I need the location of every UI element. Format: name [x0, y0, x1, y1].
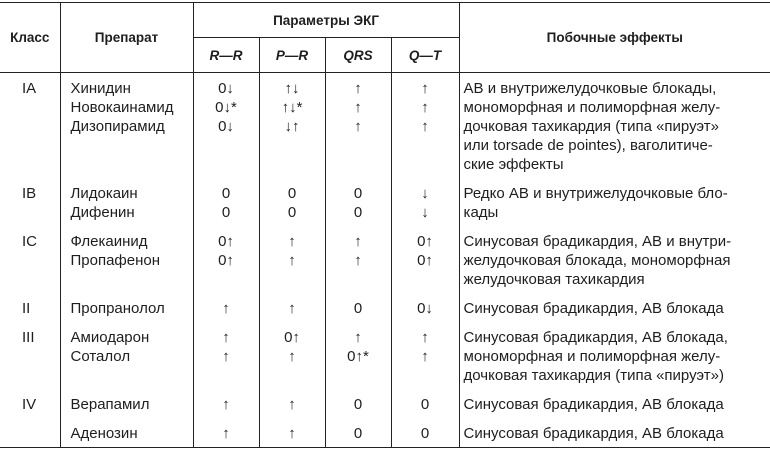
header-class: Класс — [0, 3, 60, 73]
qrs-cell — [325, 418, 391, 448]
qrs-cell — [325, 226, 391, 293]
pr-value: 0↑ — [284, 329, 300, 346]
drug-name: Лидокаин — [70, 185, 138, 202]
rr-cell — [193, 178, 259, 226]
qt-value: 0↑ — [417, 252, 433, 269]
side-effect-line: Редко АВ и внутрижелудочковые бло- — [463, 185, 728, 202]
effects-cell — [459, 322, 770, 389]
header-qrs: QRS — [325, 38, 391, 73]
side-effect-line: Синусовая брадикардия, АВ и внутри- — [463, 233, 732, 250]
rr-value: 0↓ — [218, 118, 234, 135]
qrs-value: ↑ — [354, 99, 362, 116]
side-effect-line: Синусовая брадикардия, АВ блокада — [463, 300, 724, 317]
qt-cell — [391, 418, 459, 448]
side-effect-line: Синусовая брадикардия, АВ блокада — [463, 425, 724, 442]
qt-cell — [391, 389, 459, 418]
effects-cell — [459, 73, 770, 179]
side-effect-line: мономорфная и полиморфная желу- — [463, 99, 721, 116]
qrs-value: ↑ — [354, 329, 362, 346]
pr-value: ↑ — [288, 233, 296, 250]
side-effect-line: Синусовая брадикардия, АВ блокада — [463, 396, 724, 413]
pr-cell — [259, 73, 325, 179]
drugs-cell — [60, 178, 193, 226]
qt-cell — [391, 178, 459, 226]
class-label: IA — [22, 80, 37, 97]
pr-value: ↑ — [288, 300, 296, 317]
rr-cell — [193, 226, 259, 293]
effects-cell — [459, 293, 770, 322]
rr-value: ↑ — [222, 396, 230, 413]
qt-cell — [391, 322, 459, 389]
pr-value: ↑↓ — [284, 80, 300, 97]
qt-value: ↑ — [421, 80, 429, 97]
pr-value: ↑ — [288, 348, 296, 365]
qrs-value: 0 — [353, 425, 363, 442]
qrs-cell — [325, 322, 391, 389]
pr-cell — [259, 322, 325, 389]
rr-value: ↑ — [222, 425, 230, 442]
drugs-cell — [60, 73, 193, 179]
rr-value: ↑ — [222, 300, 230, 317]
qrs-cell — [325, 73, 391, 179]
side-effect-line: мономорфная и полиморфная желу- — [463, 348, 721, 365]
pr-cell — [259, 178, 325, 226]
pr-cell — [259, 293, 325, 322]
rr-value: 0↓* — [215, 99, 237, 116]
qt-value: ↑ — [421, 329, 429, 346]
side-effect-line: Синусовая брадикардия, АВ блокада, — [463, 329, 728, 346]
side-effect-line: АВ и внутрижелудочковые блокады, — [463, 80, 717, 97]
qt-value: 0 — [420, 425, 430, 442]
class-label: IV — [22, 396, 37, 413]
table-row — [0, 322, 770, 389]
qrs-cell — [325, 293, 391, 322]
pr-cell — [259, 418, 325, 448]
drug-name: Хинидин — [70, 80, 131, 97]
qrs-value: 0 — [353, 204, 363, 221]
side-effect-line: желудочковая блокада, мономорфная — [463, 252, 731, 269]
pr-value: ↑ — [288, 396, 296, 413]
pr-value: ↑ — [288, 252, 296, 269]
qrs-value: 0↑* — [347, 348, 369, 365]
drug-name: Аденозин — [70, 425, 138, 442]
effects-cell — [459, 178, 770, 226]
drugs-cell — [60, 226, 193, 293]
rr-value: 0↓ — [218, 80, 234, 97]
qrs-value: ↑ — [354, 118, 362, 135]
table-body — [0, 73, 770, 448]
class-label: IC — [22, 233, 37, 250]
rr-value: ↑ — [222, 329, 230, 346]
qrs-value: ↑ — [354, 233, 362, 250]
header-ecg-params: Параметры ЭКГ — [193, 3, 459, 38]
drugs-cell — [60, 389, 193, 418]
drug-name: Дифенин — [70, 204, 135, 221]
class-label — [0, 418, 60, 448]
drug-name: Амиодарон — [70, 329, 150, 346]
rr-value: 0 — [221, 185, 231, 202]
qrs-cell — [325, 389, 391, 418]
rr-cell — [193, 389, 259, 418]
header-pr: P—R — [259, 38, 325, 73]
qt-value: ↓ — [421, 185, 429, 202]
drug-name: Новокаинамид — [70, 99, 174, 116]
qrs-cell — [325, 178, 391, 226]
effects-cell — [459, 226, 770, 293]
qt-value: 0↓ — [417, 300, 433, 317]
pr-value: ↓↑ — [284, 118, 300, 135]
effects-cell — [459, 418, 770, 448]
antiarrhythmic-table — [0, 2, 770, 448]
header-qt: Q—T — [391, 38, 459, 73]
qt-cell — [391, 226, 459, 293]
table-row — [0, 178, 770, 226]
qt-value: ↑ — [421, 99, 429, 116]
drug-name: Пропранолол — [70, 300, 165, 317]
header-drug: Препарат — [60, 3, 193, 73]
side-effect-line: дочковая тахикардия (типа «пируэт») — [463, 367, 724, 384]
qrs-value: 0 — [353, 185, 363, 202]
drug-name: Дизопирамид — [70, 118, 165, 135]
header-rr: R—R — [193, 38, 259, 73]
pr-value: 0 — [287, 204, 297, 221]
table-row — [0, 418, 770, 448]
qt-value: ↑ — [421, 348, 429, 365]
drug-name: Пропафенон — [70, 252, 161, 269]
table-row — [0, 73, 770, 179]
class-label: III — [22, 329, 35, 346]
rr-value: 0↑ — [218, 233, 234, 250]
pr-cell — [259, 226, 325, 293]
rr-cell — [193, 73, 259, 179]
side-effect-line: желудочковая тахикардия — [463, 271, 645, 288]
qt-cell — [391, 73, 459, 179]
qt-value: 0 — [420, 396, 430, 413]
table-row — [0, 293, 770, 322]
pr-value: ↑ — [288, 425, 296, 442]
drugs-cell — [60, 293, 193, 322]
side-effect-line: кады — [463, 204, 499, 221]
side-effect-line: дочковая тахикардия (типа «пируэт» — [463, 118, 719, 135]
rr-value: 0 — [221, 204, 231, 221]
qrs-value: ↑ — [354, 80, 362, 97]
qt-value: ↑ — [421, 118, 429, 135]
qrs-value: 0 — [353, 300, 363, 317]
qrs-value: ↑ — [354, 252, 362, 269]
drug-name: Верапамил — [70, 396, 150, 413]
qt-cell — [391, 293, 459, 322]
pr-value: 0 — [287, 185, 297, 202]
pr-value: ↑↓* — [281, 99, 303, 116]
drug-name: Соталол — [70, 348, 131, 365]
rr-value: 0↑ — [218, 252, 234, 269]
class-label: IB — [22, 185, 37, 202]
rr-value: ↑ — [222, 348, 230, 365]
table-row — [0, 389, 770, 418]
qrs-value: 0 — [353, 396, 363, 413]
qt-value: ↓ — [421, 204, 429, 221]
pr-cell — [259, 389, 325, 418]
header-side-effects: Побочные эффекты — [459, 3, 770, 73]
qt-value: 0↑ — [417, 233, 433, 250]
rr-cell — [193, 418, 259, 448]
drugs-cell — [60, 322, 193, 389]
side-effect-line: ские эффекты — [463, 156, 564, 173]
table-row — [0, 226, 770, 293]
rr-cell — [193, 293, 259, 322]
class-label: II — [22, 300, 31, 317]
drugs-cell — [60, 418, 193, 448]
rr-cell — [193, 322, 259, 389]
drug-name: Флекаинид — [70, 233, 148, 250]
effects-cell — [459, 389, 770, 418]
side-effect-line: или torsade de pointes), ваголитиче- — [463, 137, 713, 154]
